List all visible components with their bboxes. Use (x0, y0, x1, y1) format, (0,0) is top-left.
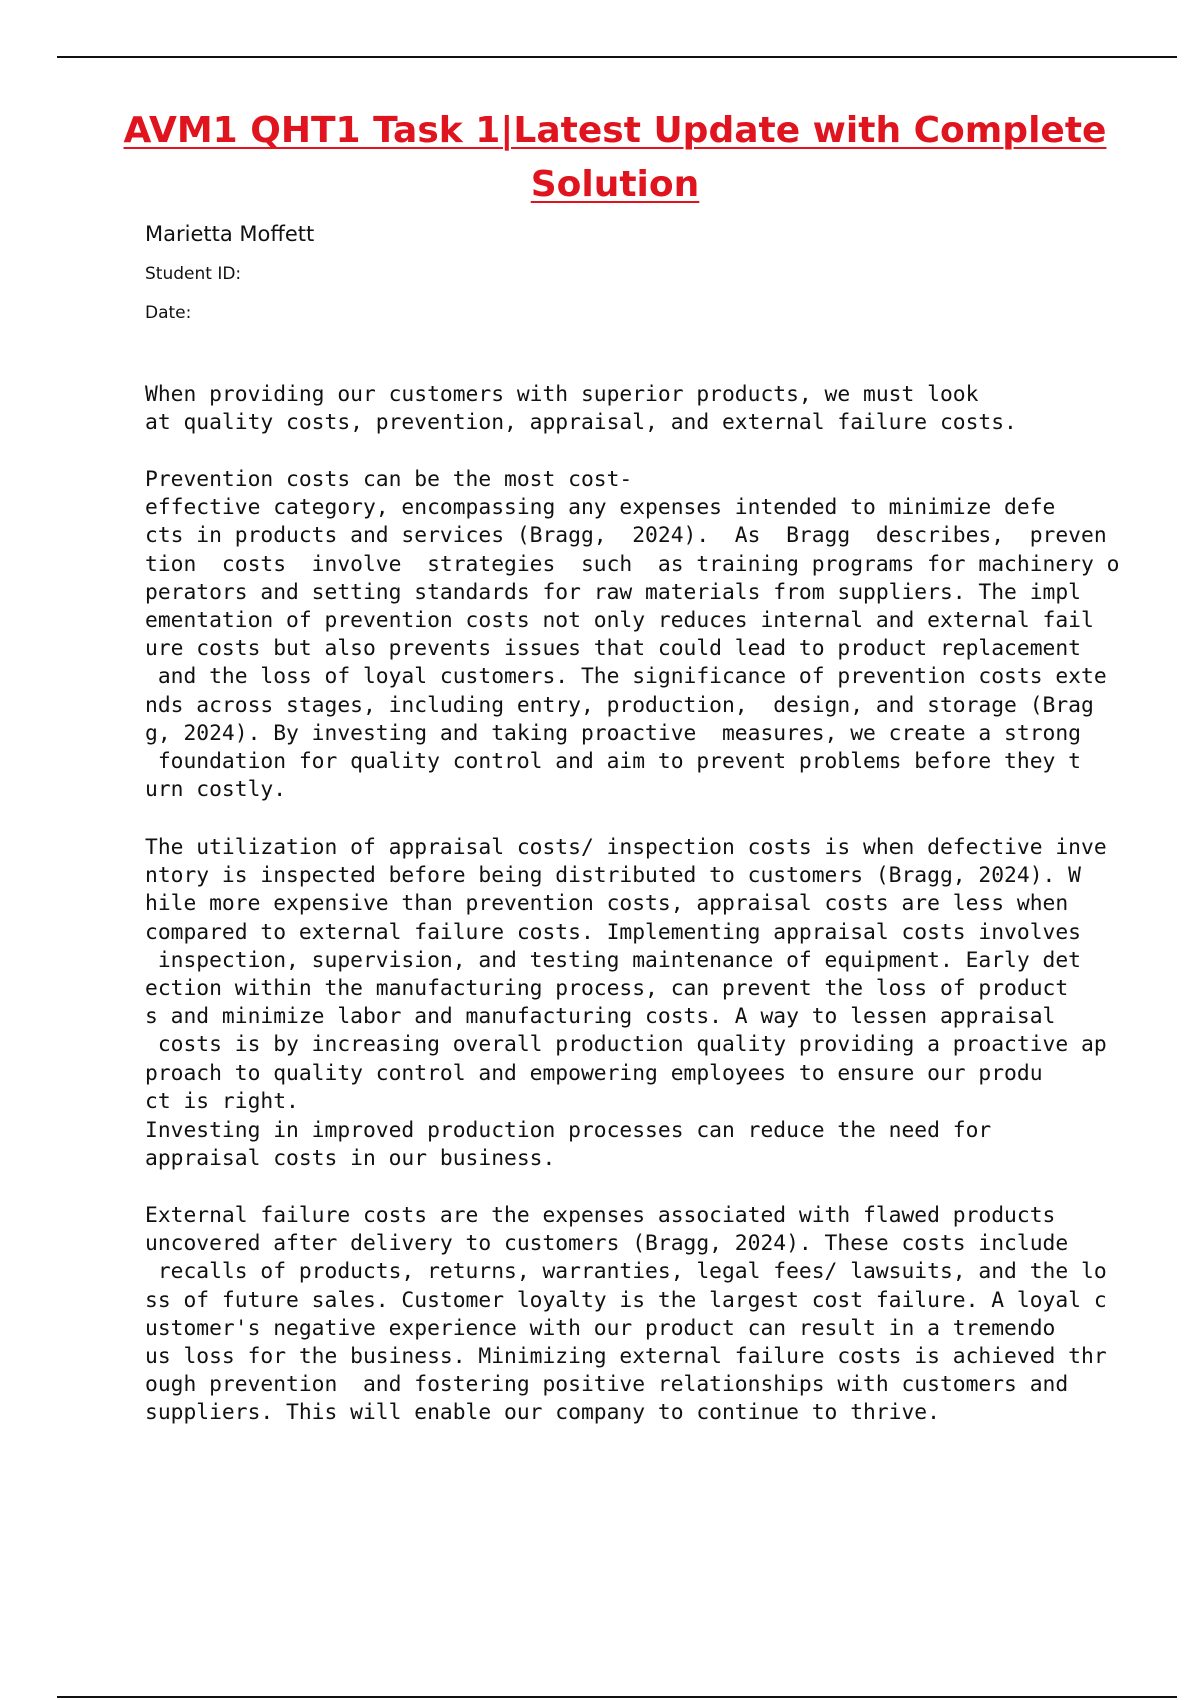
paragraph-line: at quality costs, prevention, appraisal, and external failure costs. (145, 410, 1017, 436)
paragraph-line: inspection, supervision, and testing maintenance of equipment. Early det (145, 947, 1081, 973)
paragraph-line: ct is right. (145, 1088, 299, 1114)
paragraph-line: foundation for quality control and aim to prevent problems before they t (145, 749, 1081, 775)
student-id-label: Student ID: (145, 264, 242, 284)
author-name: Marietta Moffett (145, 222, 315, 246)
title-line-1: AVM1 QHT1 Task 1|Latest Update with Complete (123, 110, 1107, 151)
paragraph-line: ustomer's negative experience with our product can result in a tremendo (145, 1315, 1056, 1341)
date-label: Date: (145, 303, 192, 323)
paragraph-line: costs is by increasing overall production quality providing a proactive ap (145, 1032, 1107, 1058)
paragraph-line: suppliers. This will enable our company to continue to thrive. (145, 1400, 940, 1426)
paragraph-line: The utilization of appraisal costs/ inspection costs is when defective inve (145, 835, 1107, 860)
paragraph-line: tion costs involve strategies such as training programs for machinery o (145, 551, 1120, 577)
paragraph-line: s and minimize labor and manufacturing costs. A way to lessen appraisal (145, 1004, 1056, 1030)
paragraph-line: ection within the manufacturing process, can prevent the loss of product (145, 976, 1069, 1002)
paragraph-line: urn costly. (145, 777, 287, 803)
paragraph-line: compared to external failure costs. Implementing appraisal costs involves (145, 919, 1081, 945)
document-title (120, 104, 1110, 212)
paragraph-intro (145, 381, 1085, 437)
title-line-2: Solution (530, 164, 700, 205)
paragraph-line: g, 2024). By investing and taking proactive measures, we create a strong (145, 720, 1081, 746)
paragraph-line: proach to quality control and empowering employees to ensure our produ (145, 1060, 1043, 1086)
header-rule (57, 56, 1177, 58)
paragraph-line: Investing in improved production processes can reduce the need for (145, 1118, 992, 1143)
paragraph-external-failure-costs (145, 1202, 1107, 1428)
paragraph-line: ure costs but also prevents issues that could lead to product replacement (145, 636, 1081, 662)
paragraph-line: perators and setting standards for raw materials from suppliers. The impl (145, 579, 1081, 605)
paragraph-line: ss of future sales. Customer loyalty is the largest cost failure. A loyal c (145, 1287, 1107, 1313)
paragraph-line: nds across stages, including entry, production, design, and storage (Brag (145, 692, 1094, 718)
paragraph-line: recalls of products, returns, warranties, legal fees/ lawsuits, and the lo (145, 1259, 1107, 1285)
paragraph-line: External failure costs are the expenses associated with flawed products (145, 1203, 1056, 1228)
paragraph-prevention-costs (145, 466, 1120, 804)
paragraph-appraisal-costs (145, 834, 1107, 1116)
paragraph-line: Prevention costs can be the most cost- (145, 467, 633, 492)
paragraph-line: uncovered after delivery to customers (Bragg, 2024). These costs include (145, 1231, 1069, 1257)
paragraph-line: ntory is inspected before being distributed to customers (Bragg, 2024). W (145, 863, 1081, 889)
paragraph-line: appraisal costs in our business. (145, 1146, 556, 1172)
paragraph-line: us loss for the business. Minimizing external failure costs is achieved thr (145, 1344, 1107, 1370)
footer-rule (57, 1696, 1177, 1698)
paragraph-line: cts in products and services (Bragg, 2024). As Bragg describes, preven (145, 523, 1107, 549)
paragraph-line: ementation of prevention costs not only reduces internal and external fail (145, 608, 1094, 634)
paragraph-line: hile more expensive than prevention costs, appraisal costs are less when (145, 891, 1069, 917)
paragraph-line: ough prevention and fostering positive relationships with customers and (145, 1372, 1069, 1398)
paragraph-investing (145, 1117, 1085, 1173)
paragraph-line: When providing our customers with superior products, we must look (145, 382, 979, 407)
paragraph-line: effective category, encompassing any expenses intended to minimize defe (145, 495, 1056, 521)
paragraph-line: and the loss of loyal customers. The significance of prevention costs exte (145, 664, 1107, 690)
